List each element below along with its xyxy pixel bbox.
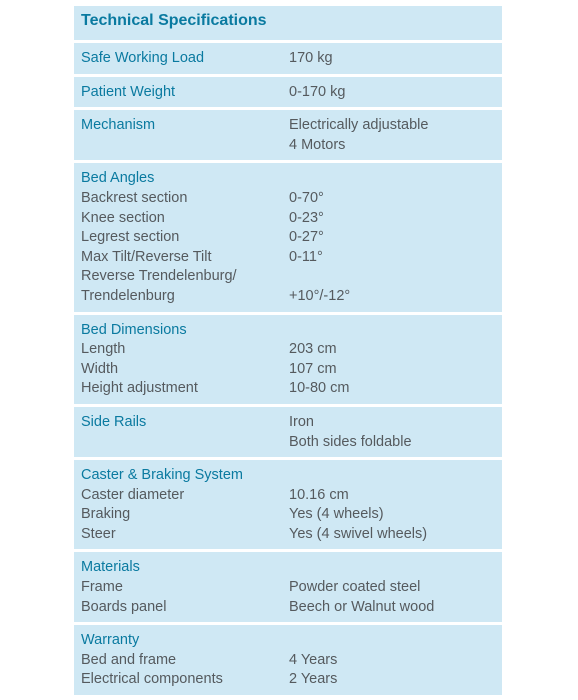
- spec-label: Length: [81, 341, 126, 358]
- spec-row: [81, 209, 494, 229]
- spec-label: Reverse Trendelenburg/: [81, 268, 237, 285]
- spec-value: 0-27°: [289, 229, 324, 246]
- spec-label: Backrest section: [81, 189, 188, 206]
- spec-label: Bed Dimensions: [81, 321, 187, 338]
- spec-value: Electrically adjustable: [289, 117, 429, 134]
- spec-label: Side Rails: [81, 413, 147, 430]
- spec-row: [81, 267, 494, 287]
- spec-row: [81, 136, 494, 156]
- spec-label: Boards panel: [81, 598, 167, 615]
- spec-value: 0-70°: [289, 189, 324, 206]
- spec-section: [74, 552, 502, 622]
- spec-row: [81, 505, 494, 525]
- spec-section-heading-row: [81, 321, 494, 341]
- spec-label: Electrical components: [81, 671, 223, 688]
- spec-row: [81, 228, 494, 248]
- spec-row: [81, 248, 494, 268]
- spec-section-heading-row: [81, 466, 494, 486]
- spec-label: Max Tilt/Reverse Tilt: [81, 248, 212, 265]
- spec-value: +10°/-12°: [289, 287, 351, 304]
- spec-label: Steer: [81, 525, 116, 542]
- spec-label: Patient Weight: [81, 83, 176, 100]
- spec-label: Materials: [81, 559, 140, 576]
- spec-label: Knee section: [81, 209, 165, 226]
- spec-section: [74, 315, 502, 404]
- spec-value: Iron: [289, 413, 314, 430]
- spec-row: [81, 189, 494, 209]
- spec-value: 4 Motors: [289, 136, 346, 153]
- spec-section: [74, 163, 502, 311]
- spec-value: 0-23°: [289, 209, 324, 226]
- spec-value: 4 Years: [289, 651, 338, 668]
- spec-value: Powder coated steel: [289, 579, 421, 596]
- spec-value: [289, 267, 494, 287]
- spec-section-heading-row: [81, 116, 494, 136]
- spec-section-heading-row: [81, 169, 494, 189]
- spec-section-heading-row: [81, 558, 494, 578]
- spec-value: 10.16 cm: [289, 486, 349, 503]
- spec-value: 107 cm: [289, 360, 337, 377]
- spec-row: [81, 670, 494, 690]
- spec-label: Caster & Braking System: [81, 467, 243, 484]
- spec-value: 203 cm: [289, 341, 337, 358]
- spec-value: [289, 169, 494, 189]
- spec-row: [81, 340, 494, 360]
- spec-label: Legrest section: [81, 229, 180, 246]
- spec-label: Bed Angles: [81, 170, 155, 187]
- spec-value: Yes (4 swivel wheels): [289, 525, 428, 542]
- spec-value: [289, 321, 494, 341]
- spec-row: [81, 287, 494, 307]
- spec-label: Height adjustment: [81, 380, 198, 397]
- spec-row: [81, 525, 494, 545]
- spec-label: Width: [81, 360, 119, 377]
- spec-value: [289, 631, 494, 651]
- spec-section: [74, 407, 502, 457]
- spec-label: Bed and frame: [81, 651, 177, 668]
- spec-label: [81, 136, 289, 156]
- spec-row: [81, 598, 494, 618]
- spec-header: [74, 6, 502, 40]
- spec-row: [81, 651, 494, 671]
- spec-label: Caster diameter: [81, 486, 185, 503]
- spec-value: 0-170 kg: [289, 83, 346, 100]
- spec-sheet: [74, 6, 502, 698]
- spec-label: Trendelenburg: [81, 287, 175, 304]
- spec-value: [289, 558, 494, 578]
- spec-row: [81, 578, 494, 598]
- spec-label: Safe Working Load: [81, 50, 205, 66]
- spec-section-heading-row: [81, 49, 494, 69]
- spec-row: [81, 486, 494, 506]
- spec-row: [81, 433, 494, 453]
- spec-label: Mechanism: [81, 117, 156, 134]
- spec-value: Yes (4 wheels): [289, 506, 384, 523]
- spec-value: 0-11°: [289, 248, 323, 265]
- spec-value: 2 Years: [289, 671, 338, 688]
- spec-label: Frame: [81, 579, 123, 596]
- spec-value: 10-80 cm: [289, 380, 350, 397]
- spec-label: [81, 433, 289, 453]
- spec-section-heading-row: [81, 413, 494, 433]
- spec-section: [74, 110, 502, 160]
- spec-value: Both sides foldable: [289, 433, 412, 450]
- spec-value: 170 kg: [289, 50, 333, 66]
- spec-section-heading-row: [81, 631, 494, 651]
- spec-label: Braking: [81, 506, 131, 523]
- spec-value: Beech or Walnut wood: [289, 598, 435, 615]
- spec-row: [81, 379, 494, 399]
- spec-section: [74, 625, 502, 695]
- spec-section: [74, 77, 502, 108]
- spec-section-heading-row: [81, 83, 494, 103]
- spec-section: [74, 460, 502, 549]
- spec-row: [81, 360, 494, 380]
- spec-sections: [74, 43, 502, 695]
- spec-label: Warranty: [81, 632, 140, 649]
- spec-value: [289, 466, 494, 486]
- spec-title: Technical Specifications: [81, 12, 267, 29]
- spec-section: [74, 43, 502, 74]
